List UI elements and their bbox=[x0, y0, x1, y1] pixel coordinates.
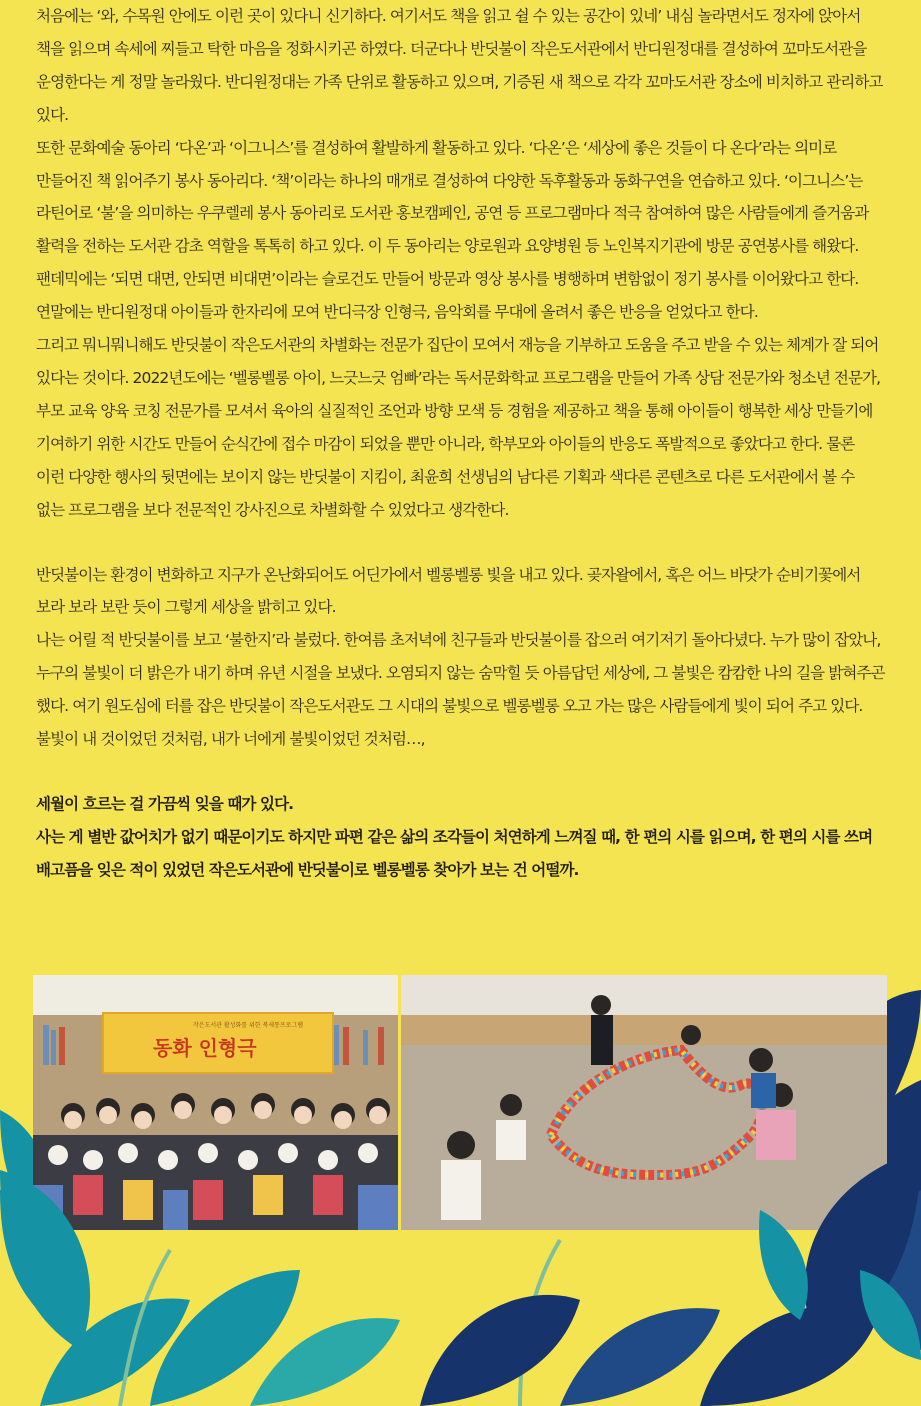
paragraph: 반딧불이는 환경이 변화하고 지구가 온난화되어도 어딘가에서 벨롱벨롱 빛을 내고 있다. 곶자왈에서, 혹은 어느 바닷가 순비기꽃에서 보라 보라 보란 듯이 그렇게 세상을 밝히고 있다. bbox=[36, 565, 861, 617]
paragraph: 나는 어릴 적 반딧불이를 보고 ‘불한지’라 불렀다. 한여름 초저녁에 친구들과 반딧불이를 잡으러 여기저기 돌아다녔다. 누가 많이 잡았나, 누구의 불빛이 더 밝은가 내기 하며 유년 시절을 보냈다. 오염되지 않는 숨막힐 듯 아름답던 세상에, 그 불빛은 캄캄한 나의 길을 밝혀주곤 했다. 여기 원도심에 터를 잡은 반딧불이 작은도서관도 그 시대의 불빛으로 벨롱벨롱 오고 가는 많은 사람들에게 빛이 되어 주고 있다. 불빛이 내 것이었던 것처럼, 내가 너에게 불빛이었던 것처럼…, bbox=[36, 631, 885, 749]
article-body bbox=[36, 0, 885, 887]
paragraph: 처음에는 ‘와, 수목원 안에도 이런 곳이 있다니 신기하다. 여기서도 책을 읽고 쉴 수 있는 공간이 있네’ 내심 놀라면서도 정자에 앉아서 책을 읽으며 속세에 찌들고 탁한 마음을 정화시키곤 하였다. 더군다나 반딧불이 작은도서관에서 반디원정대를 결성하여 꼬마도서관을 운영한다는 게 정말 놀라웠다. 반디원정대는 가족 단위로 활동하고 있으며, 기증된 새 책으로 각각 꼬마도서관 장소에 비치하고 관리하고 있다. bbox=[36, 7, 883, 124]
paragraph: 그리고 뭐니뭐니해도 반딧불이 작은도서관의 차별화는 전문가 집단이 모여서 재능을 기부하고 도움을 주고 받을 수 있는 체계가 잘 되어 있다는 것이다. 2022년도에는 ‘벨롱벨롱 아이, 느긋느긋 엄빠’라는 독서문화학교 프로그램을 만들어 가족 상담 전문가와 청소년 전문가, 부모 교육 양육 코칭 전문가를 모셔서 육아의 실질적인 조언과 방향 모색 등 경험을 제공하고 책을 통해 아이들이 행복한 세상 만들기에 기여하기 위한 시간도 만들어 순식간에 접수 마감이 되었을 뿐만 아니라, 학부모와 아이들의 반응도 폭발적으로 좋았다고 한다. 물론 이런 다양한 행사의 뒷면에는 보이지 않는 반딧불이 지킴이, 최윤희 선생님의 남다른 기획과 색다른 콘텐츠로 다른 도서관에서 볼 수 없는 프로그램을 보다 전문적인 강사진으로 차별화할 수 있었다고 생각한다. bbox=[36, 336, 881, 519]
closing-paragraph: 사는 게 별반 값어치가 없기 때문이기도 하지만 파편 같은 삶의 조각들이 처연하게 느껴질 때, 한 편의 시를 읽으며, 한 편의 시를 쓰며 배고픔을 잊은 적이 있었던 작은도서관에 반딧불이로 벨롱벨롱 찾아가 보는 건 어떨까. bbox=[36, 827, 873, 879]
banner-subtitle: 작은도서관 활성화를 위한 북세통프로그램 bbox=[193, 1022, 304, 1029]
paragraph-gap bbox=[36, 756, 885, 788]
closing-line: 세월이 흐르는 걸 가끔씩 잊을 때가 있다. bbox=[36, 794, 294, 813]
paragraph: 또한 문화예술 동아리 ‘다온’과 ‘이그니스’를 결성하여 활발하게 활동하고 있다. ‘다온’은 ‘세상에 좋은 것들이 다 온다’라는 의미로 만들어진 책 읽어주기 봉사 동아리다. ‘책’이라는 하나의 매개로 결성하여 다양한 독후활동과 동화구연을 연습하고 있다. ‘이그니스’는 라틴어로 ‘불’을 의미하는 우쿠렐레 봉사 동아리로 도서관 홍보캠페인, 공연 등 프로그램마다 적극 참여하여 많은 사람들에게 즐거움과 활력을 전하는 도서관 감초 역할을 톡톡히 하고 있다. 이 두 동아리는 양로원과 요양병원 등 노인복지기관에 방문 공연봉사를 해왔다. 팬데믹에는 ‘되면 대면, 안되면 비대면’이라는 슬로건도 만들어 방문과 영상 봉사를 병행하며 변함없이 정기 봉사를 이어왔다고 한다. 연말에는 반디원정대 아이들과 한자리에 모여 반디극장 인형극, 음악회를 무대에 올려서 좋은 반응을 얻었다고 한다. bbox=[36, 138, 869, 322]
paragraph-gap bbox=[36, 527, 885, 559]
leaf-decoration-front bbox=[0, 1150, 921, 1406]
banner-title: 동화 인형극 bbox=[153, 1036, 257, 1060]
